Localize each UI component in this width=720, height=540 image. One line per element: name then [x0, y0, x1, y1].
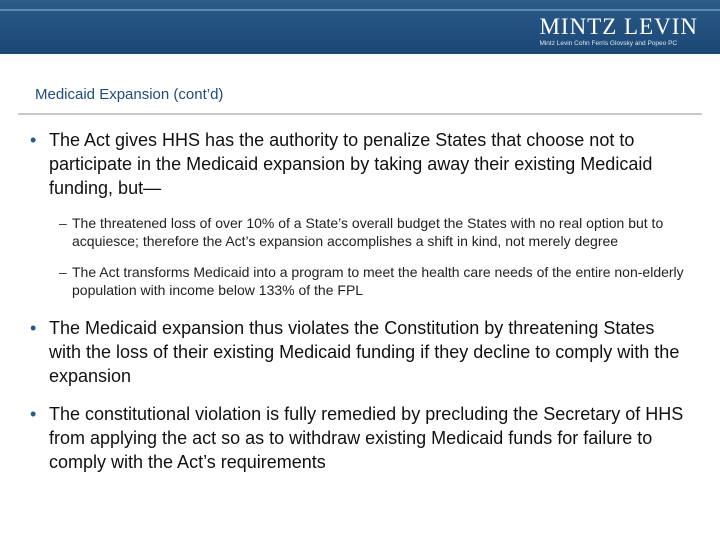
slide-title: Medicaid Expansion (cont’d)	[35, 86, 224, 103]
bullet-marker: •	[30, 318, 37, 338]
bullet-text: The constitutional violation is fully remedied by precluding the Secretary of HHS from applying the act so as to withdraw existing Medicaid funds for failure to comply with the Act’s requirements	[49, 404, 684, 472]
logo-subtitle: Mintz Levin Cohn Ferris Glovsky and Popeo PC	[539, 40, 678, 47]
sub-bullet-item	[30, 214, 690, 250]
bullet-item	[30, 402, 690, 474]
slide-body	[30, 128, 690, 474]
title-divider	[18, 113, 702, 115]
sub-bullet-text: The Act transforms Medicaid into a program to meet the health care needs of the entire non-elderly population with income below 133% of the FPL	[72, 264, 684, 298]
sub-bullet-marker: –	[59, 215, 67, 231]
header-divider	[0, 9, 720, 11]
bullet-item	[30, 128, 690, 200]
bullet-marker: •	[30, 130, 37, 150]
bullet-text: The Act gives HHS has the authority to penalize States that choose not to participate in the Medicaid expansion by taking away their existing Medicaid funding, but—	[49, 130, 653, 198]
sub-bullet-item	[30, 263, 690, 299]
bullet-item	[30, 316, 690, 388]
bullet-marker: •	[30, 404, 37, 424]
firm-logo	[539, 16, 698, 48]
bullet-text: The Medicaid expansion thus violates the Constitution by threatening States with the loss of their existing Medicaid funding if they decline to comply with the expansion	[49, 318, 680, 386]
sub-bullet-marker: –	[59, 264, 67, 280]
sub-bullet-text: The threatened loss of over 10% of a State’s overall budget the States with no real option but to acquiesce; therefore the Act’s expansion accomplishes a shift in kind, not merely degree	[72, 215, 664, 249]
logo-name: MINTZ LEVIN	[539, 14, 698, 39]
